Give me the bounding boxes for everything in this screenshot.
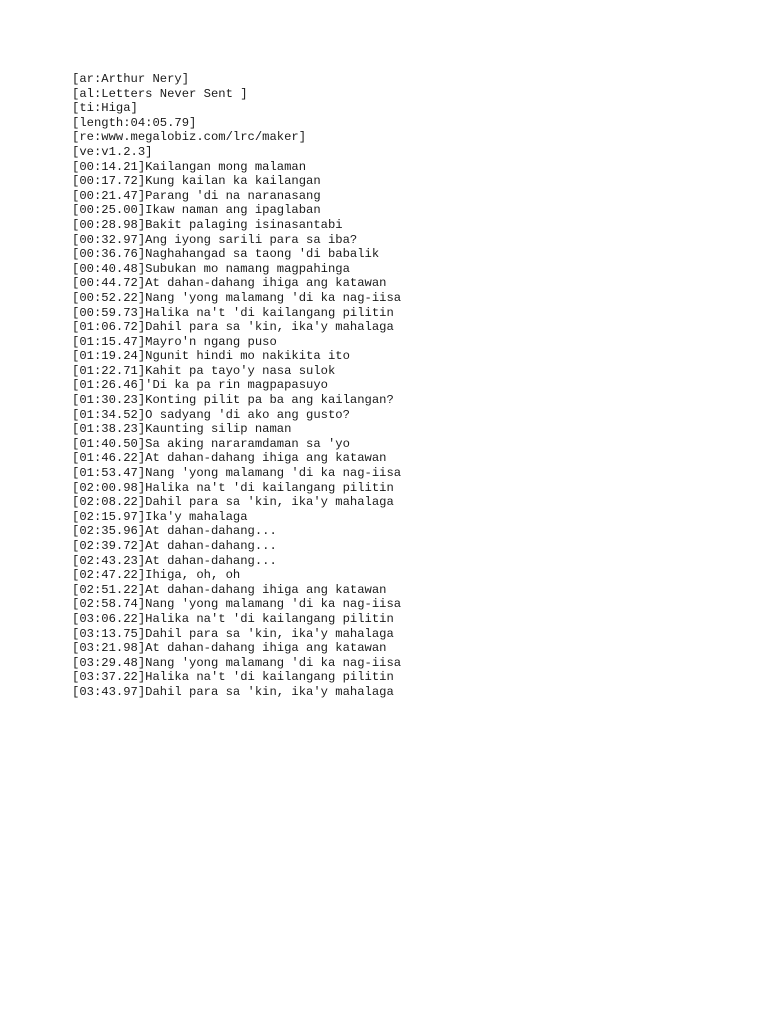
- lrc-lyric-line: [01:40.50]Sa aking nararamdaman sa 'yo: [72, 436, 350, 451]
- lrc-lyric-line: [01:19.24]Ngunit hindi mo nakikita ito: [72, 349, 350, 364]
- lrc-metadata-line: [length:04:05.79]: [72, 115, 197, 130]
- lrc-lyric-line: [01:22.71]Kahit pa tayo'y nasa sulok: [72, 363, 336, 378]
- lrc-lyric-line: [02:00.98]Halika na't 'di kailangang pilitin: [72, 480, 394, 495]
- lrc-lyric-line: [03:43.97]Dahil para sa 'kin, ika'y mahalaga: [72, 684, 394, 699]
- lrc-lyric-line: [01:34.52]O sadyang 'di ako ang gusto?: [72, 407, 350, 422]
- lrc-lyric-line: [00:17.72]Kung kailan ka kailangan: [72, 174, 321, 189]
- lrc-lyric-line: [01:26.46]'Di ka pa rin magpapasuyo: [72, 378, 328, 393]
- lrc-lyric-line: [02:35.96]At dahan-dahang...: [72, 524, 277, 539]
- lrc-lyric-line: [01:30.23]Konting pilit pa ba ang kailangan?: [72, 393, 394, 408]
- lrc-lyric-line: [03:06.22]Halika na't 'di kailangang pilitin: [72, 611, 394, 626]
- lrc-lyric-line: [01:06.72]Dahil para sa 'kin, ika'y mahalaga: [72, 320, 394, 335]
- lrc-metadata-line: [ar:Arthur Nery]: [72, 72, 190, 86]
- lrc-lyric-line: [03:21.98]At dahan-dahang ihiga ang katawan: [72, 641, 387, 656]
- lrc-lyric-line: [00:44.72]At dahan-dahang ihiga ang katawan: [72, 276, 387, 291]
- lrc-lyric-line: [00:28.98]Bakit palaging isinasantabi: [72, 217, 343, 232]
- lrc-lyric-line: [00:40.48]Subukan mo namang magpahinga: [72, 261, 350, 276]
- lrc-metadata-line: [re:www.megalobiz.com/lrc/maker]: [72, 130, 307, 145]
- lrc-lyric-line: [03:29.48]Nang 'yong malamang 'di ka nag-iisa: [72, 655, 402, 670]
- lrc-lyric-line: [01:53.47]Nang 'yong malamang 'di ka nag-iisa: [72, 466, 402, 481]
- lrc-metadata-line: [ve:v1.2.3]: [72, 144, 153, 159]
- lrc-lyric-line: [02:39.72]At dahan-dahang...: [72, 539, 277, 553]
- lrc-lyric-line: [02:47.22]Ihiga, oh, oh: [72, 568, 241, 583]
- lrc-lyrics-text: [72, 72, 401, 700]
- lrc-lyric-line: [02:43.23]At dahan-dahang...: [72, 553, 277, 568]
- lrc-lyric-line: [00:59.73]Halika na't 'di kailangang pilitin: [72, 305, 394, 320]
- lrc-lyric-line: [02:08.22]Dahil para sa 'kin, ika'y mahalaga: [72, 495, 394, 510]
- lrc-lyric-line: [00:36.76]Naghahangad sa taong 'di babalik: [72, 247, 380, 262]
- lrc-lyric-line: [00:32.97]Ang iyong sarili para sa iba?: [72, 232, 358, 247]
- lrc-lyric-line: [02:15.97]Ika'y mahalaga: [72, 509, 248, 524]
- lrc-metadata-line: [al:Letters Never Sent ]: [72, 86, 248, 101]
- lrc-lyric-line: [02:51.22]At dahan-dahang ihiga ang katawan: [72, 582, 387, 597]
- lrc-lyric-line: [00:14.21]Kailangan mong malaman: [72, 159, 307, 174]
- lrc-lyric-line: [01:46.22]At dahan-dahang ihiga ang katawan: [72, 451, 387, 466]
- lrc-metadata-line: [ti:Higa]: [72, 101, 138, 116]
- lrc-lyric-line: [02:58.74]Nang 'yong malamang 'di ka nag-iisa: [72, 597, 402, 612]
- lrc-lyric-line: [03:13.75]Dahil para sa 'kin, ika'y mahalaga: [72, 626, 394, 641]
- lrc-lyric-line: [01:15.47]Mayro'n ngang puso: [72, 334, 277, 349]
- lrc-lyric-line: [00:25.00]Ikaw naman ang ipaglaban: [72, 203, 321, 218]
- lrc-lyric-line: [00:52.22]Nang 'yong malamang 'di ka nag-iisa: [72, 290, 402, 305]
- lrc-lyric-line: [03:37.22]Halika na't 'di kailangang pilitin: [72, 670, 394, 685]
- lrc-lyric-line: [01:38.23]Kaunting silip naman: [72, 422, 292, 437]
- lrc-lyric-line: [00:21.47]Parang 'di na naranasang: [72, 188, 321, 203]
